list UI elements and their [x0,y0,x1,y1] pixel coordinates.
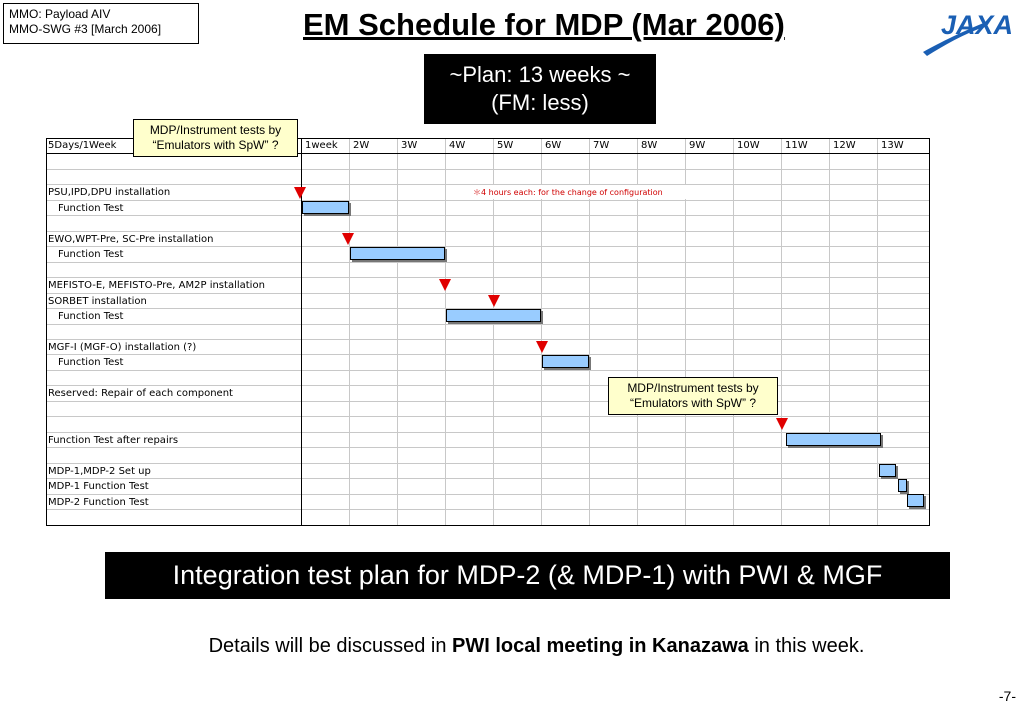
gantt-bar [446,309,541,322]
plan-line-1: ~Plan: 13 weeks ~ [449,62,631,87]
gantt-bar [350,247,445,260]
callout-emulator-tests-bottom [608,377,778,415]
week-label: 4W [449,140,466,151]
header-box [3,3,199,44]
jaxa-logo [921,2,1021,60]
gantt-bar [786,433,881,446]
week-label: 13W [881,140,904,151]
page-number: -7- [998,688,1016,704]
week-label: 5W [497,140,514,151]
gantt-header-label: 5Days/1Week [48,140,117,151]
task-label: PSU,IPD,DPU installation [48,187,171,198]
gantt-bar [302,201,349,214]
gantt-chart [46,138,930,526]
details-suffix: in this week. [748,635,865,657]
plan-box [424,54,656,124]
task-label: Function Test [58,311,124,322]
logo-text: JAXA [941,10,1014,40]
task-label: Function Test [58,357,124,368]
gantt-bar [879,464,896,477]
week-label: 1week [305,140,338,151]
task-label: MDP-1 Function Test [48,481,149,492]
integration-banner: Integration test plan for MDP-2 (& MDP-1) with PWI & MGF [105,552,950,599]
details-line [0,632,1023,660]
gantt-bar [898,479,907,492]
callout-bottom-line-1: MDP/Instrument tests by [627,381,759,395]
callout-bottom-line-2: “Emulators with SpW” ? [629,396,757,410]
gantt-bar [907,494,924,507]
week-label: 10W [737,140,760,151]
week-label: 6W [545,140,562,151]
week-label: 12W [833,140,856,151]
task-label: Function Test [58,203,124,214]
week-label: 2W [353,140,370,151]
details-prefix: Details will be discussed in [208,635,453,657]
week-label: 3W [401,140,418,151]
callout-top-line-1: MDP/Instrument tests by [149,123,282,137]
installation-marker [536,341,548,353]
plan-line-2: (FM: less) [491,90,589,115]
details-bold: PWI local meeting in Kanazawa [452,635,749,657]
task-label: Function Test [58,249,124,260]
task-label: MDP-1,MDP-2 Set up [48,466,151,477]
task-label: EWO,WPT-Pre, SC-Pre installation [48,234,214,245]
week-label: 7W [593,140,610,151]
week-label: 11W [785,140,808,151]
task-label: Function Test after repairs [48,435,179,446]
header-line-2: MMO-SWG #3 [March 2006] [9,22,162,36]
header-line-1: MMO: Payload AIV [9,7,111,21]
task-label: MGF-I (MGF-O) installation (?) [48,342,197,353]
gantt-bar [542,355,589,368]
week-label: 9W [689,140,706,151]
installation-marker [342,233,354,245]
task-label: SORBET installation [48,296,147,307]
callout-emulator-tests-top [133,119,298,157]
installation-marker [439,279,451,291]
installation-marker [294,187,306,199]
slide-title: EM Schedule for MDP (Mar 2006) [303,7,785,42]
installation-marker [776,418,788,430]
week-label: 8W [641,140,658,151]
callout-top-line-2: “Emulators with SpW” ? [152,138,279,152]
task-label: Reserved: Repair of each component [48,388,233,399]
configuration-note: ＊4 hours each: for the change of configuration [473,188,663,197]
task-label: MEFISTO-E, MEFISTO-Pre, AM2P installation [48,280,265,291]
installation-marker [488,295,500,307]
task-label: MDP-2 Function Test [48,497,149,508]
